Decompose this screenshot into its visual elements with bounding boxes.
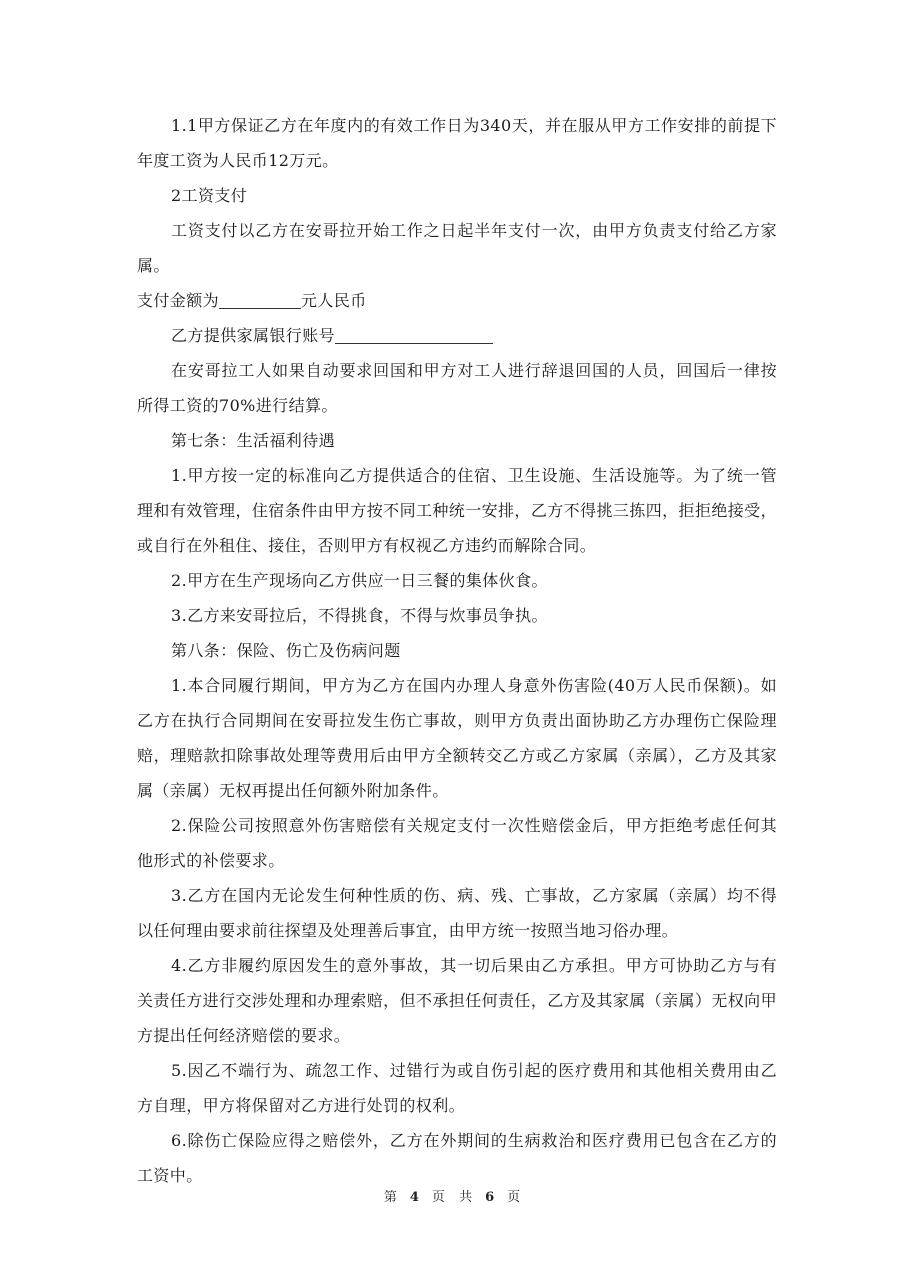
paragraph-8-2: 2.保险公司按照意外伤害赔偿有关规定支付一次性赔偿金后，甲方拒绝考虑任何其他形式的补偿要求。 [137,816,777,870]
paragraph-8-5: 5.因乙不端行为、疏忽工作、过错行为或自伤引起的医疗费用和其他相关费用由乙方自理，甲方将保留对乙方进行处罚的权利。 [137,1061,777,1115]
payment-amount-blank [219,290,301,309]
payment-amount-label: 支付金额为 [137,291,220,310]
paragraph-7-3: 3.乙方来安哥拉后，不得挑食，不得与炊事员争执。 [171,606,548,625]
bank-account-blank [335,325,493,344]
paragraph-wage-payment: 工资支付以乙方在安哥拉开始工作之日起半年支付一次，由甲方负责支付给乙方家属。 [137,221,777,275]
heading-article-8: 第八条：保险、伤亡及伤病问题 [171,641,401,660]
paragraph-7-2: 2.甲方在生产现场向乙方供应一日三餐的集体伙食。 [171,571,548,590]
current-page-number: 4 [409,1190,420,1205]
paragraph-8-3: 3.乙方在国内无论发生何种性质的伤、病、残、亡事故，乙方家属（亲属）均不得以任何理由要求前往探望及处理善后事宜，由甲方统一按照当地习俗办理。 [137,886,777,940]
bank-account-line [137,318,777,353]
document-body [137,108,777,1193]
footer-gong: 共 [459,1190,474,1205]
footer-ye: 页 [431,1190,446,1205]
heading-article-7: 第七条：生活福利待遇 [171,431,336,450]
footer-di: 第 [383,1190,398,1205]
paragraph-8-1: 1.本合同履行期间，甲方为乙方在国内办理人身意外伤害险(40万人民币保额)。如乙方在执行合同期间在安哥拉发生伤亡事故，则甲方负责出面协助乙方办理伤亡保险理赔，理赔款扣除事故处理等费用后由甲方全额转交乙方或乙方家属（亲属），乙方及其家属（亲属）无权再提出任何额外附加条件。 [137,676,777,800]
bank-account-label: 乙方提供家属银行账号 [171,326,336,345]
paragraph-8-6: 6.除伤亡保险应得之赔偿外，乙方在外期间的生病救治和医疗费用已包含在乙方的工资中。 [137,1131,777,1185]
paragraph-7-1: 1.甲方按一定的标准向乙方提供适合的住宿、卫生设施、生活设施等。为了统一管理和有效管理，住宿条件由甲方按不同工种统一安排，乙方不得挑三拣四，拒拒绝接受，或自行在外租住、接住，否则甲方有权视乙方违约而解除合同。 [137,466,777,555]
page-footer [0,1186,905,1205]
paragraph-1-1: 1.1甲方保证乙方在年度内的有效工作日为340天，并在服从甲方工作安排的前提下年度工资为人民币12万元。 [137,116,777,170]
footer-ye2: 页 [507,1190,522,1205]
heading-wage-payment: 2工资支付 [171,186,248,205]
payment-amount-line [137,283,777,318]
total-page-number: 6 [485,1190,496,1205]
paragraph-return-settlement: 在安哥拉工人如果自动要求回国和甲方对工人进行辞退回国的人员，回国后一律按所得工资的70%进行结算。 [137,361,777,415]
payment-amount-unit: 元人民币 [301,291,367,310]
paragraph-8-4: 4.乙方非履约原因发生的意外事故，其一切后果由乙方承担。甲方可协助乙方与有关责任方进行交涉处理和办理索赔，但不承担任何责任，乙方及其家属（亲属）无权向甲方提出任何经济赔偿的要求。 [137,956,777,1045]
